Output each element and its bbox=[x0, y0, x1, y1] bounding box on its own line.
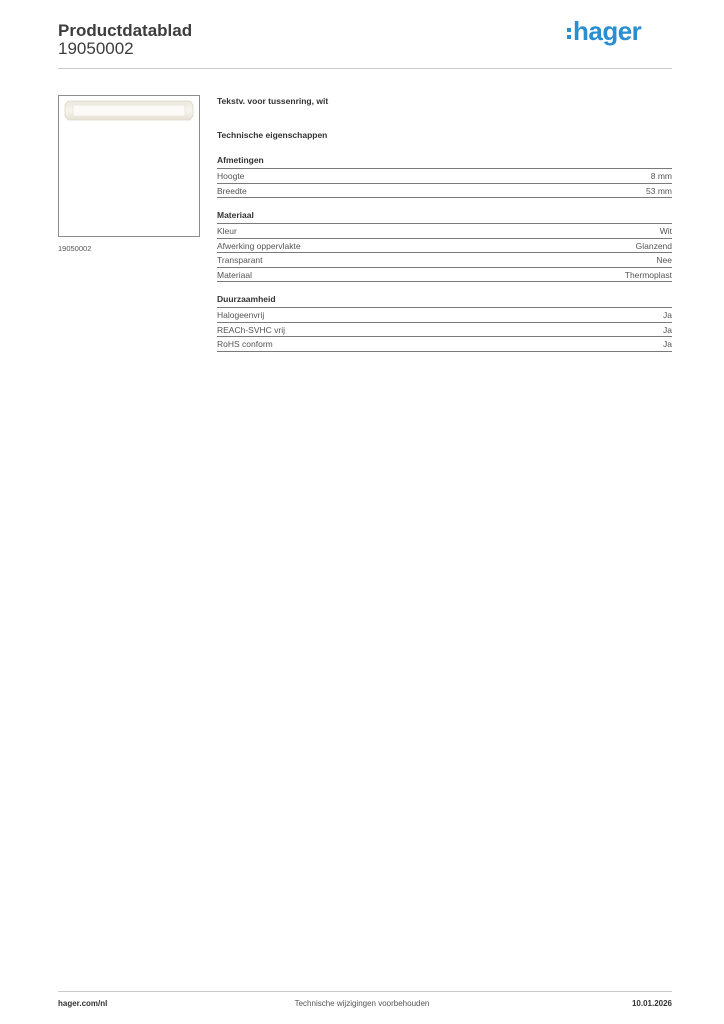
row-label: Afwerking oppervlakte bbox=[217, 240, 301, 251]
row-value: Thermoplast bbox=[624, 269, 672, 280]
hager-logo bbox=[566, 16, 656, 48]
row-label: Transparant bbox=[217, 255, 263, 265]
row-label: Breedte bbox=[217, 185, 247, 196]
table-row bbox=[217, 224, 672, 239]
footer-notice: Technische wijzigingen voorbehouden bbox=[294, 999, 430, 1008]
product-image-frame bbox=[58, 95, 200, 237]
row-value: Nee bbox=[656, 255, 672, 265]
section-materiaal bbox=[217, 210, 672, 282]
table-row bbox=[217, 169, 672, 184]
row-value: 53 mm bbox=[646, 185, 672, 196]
section-title: Materiaal bbox=[217, 210, 672, 224]
row-label: REACh-SVHC vrij bbox=[217, 324, 286, 335]
table-row bbox=[217, 268, 672, 283]
section-title: Afmetingen bbox=[217, 155, 672, 169]
row-label: Halogeenvrij bbox=[217, 310, 265, 320]
image-caption: 19050002 bbox=[58, 244, 92, 253]
row-value: Glanzend bbox=[635, 240, 672, 251]
logo-dot-bottom bbox=[567, 35, 571, 39]
page-title: Productdatablad bbox=[58, 21, 193, 40]
row-label: Kleur bbox=[217, 226, 237, 236]
footer-date: 10.01.2026 bbox=[631, 999, 672, 1008]
footer-website-link[interactable]: hager.com/nl bbox=[58, 999, 108, 1008]
product-number: 19050002 bbox=[58, 39, 134, 58]
row-label: RoHS conform bbox=[217, 339, 273, 349]
header-divider bbox=[58, 68, 672, 69]
row-label: Materiaal bbox=[217, 269, 252, 280]
table-row bbox=[217, 323, 672, 338]
row-label: Hoogte bbox=[217, 171, 245, 181]
logo-dot-top bbox=[567, 28, 571, 32]
table-row bbox=[217, 308, 672, 323]
tech-properties-title: Technische eigenschappen bbox=[217, 130, 328, 140]
table-row bbox=[217, 337, 672, 352]
section-duurzaamheid bbox=[217, 294, 672, 352]
logo-text: hager bbox=[573, 16, 642, 46]
row-value: Ja bbox=[663, 310, 672, 320]
section-title: Duurzaamheid bbox=[217, 294, 672, 308]
row-value: Wit bbox=[659, 226, 672, 236]
product-image bbox=[59, 96, 199, 236]
row-value: Ja bbox=[663, 324, 672, 335]
section-afmetingen bbox=[217, 155, 672, 198]
table-row bbox=[217, 239, 672, 254]
table-row bbox=[217, 184, 672, 199]
row-value: 8 mm bbox=[650, 171, 672, 181]
product-details bbox=[217, 96, 672, 352]
row-value: Ja bbox=[663, 339, 672, 349]
product-title: Tekstv. voor tussenring, wit bbox=[217, 96, 329, 106]
footer-divider bbox=[58, 991, 672, 992]
table-row bbox=[217, 253, 672, 268]
